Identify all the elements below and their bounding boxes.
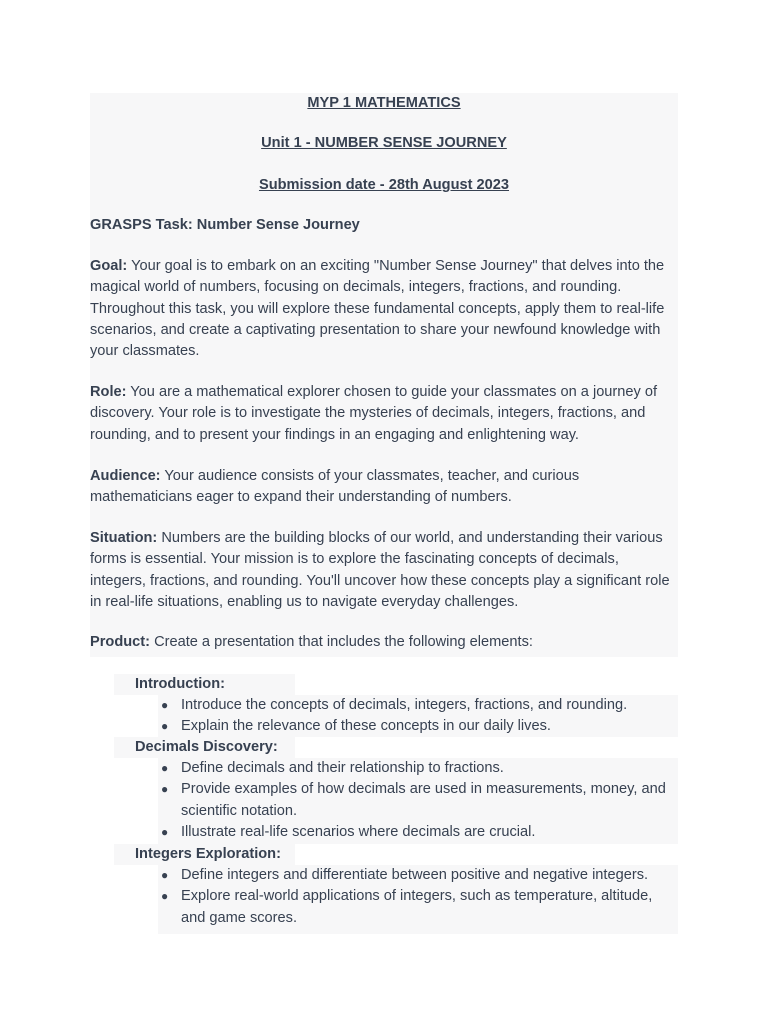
list-item-text: Explore real-world applications of integers, such as temperature, altitude, and game scores. (181, 888, 653, 926)
decimals-list (158, 758, 678, 844)
list-heading-integers: Integers Exploration: (114, 844, 295, 865)
list-item-text: Define integers and differentiate between positive and negative integers. (181, 867, 649, 883)
bullet-icon: ● (161, 698, 169, 712)
course-title: MYP 1 MATHEMATICS (307, 95, 461, 111)
submission-date: Submission date - 28th August 2023 (258, 177, 510, 193)
goal-text: Your goal is to embark on an exciting "Number Sense Journey" that delves into the magical world of numbers, focusing on decimals, integers, fractions, and rounding. Throughout this task, you will explore these fundamental concepts, apply them to real-life scenarios, and create a captivating presentation to share your newfound knowledge with your classmates. (90, 258, 665, 360)
list-item (158, 865, 678, 886)
audience-text: Your audience consists of your classmates, teacher, and curious mathematicians eager to expand their understanding of numbers. (90, 468, 580, 506)
bullet-icon: ● (161, 824, 169, 839)
integers-list (158, 865, 678, 934)
main-text-block (90, 93, 678, 657)
list-item (158, 758, 678, 779)
bullet-icon: ● (161, 868, 169, 882)
introduction-list (158, 695, 678, 737)
role-text: You are a mathematical explorer chosen to guide your classmates on a journey of discovery. Your role is to investigate the mysteries of decimals, integers, fractions, and rounding, and to present your findings in an engaging and enlightening way. (90, 384, 658, 443)
bullet-icon: ● (161, 719, 169, 734)
product-text: Create a presentation that includes the following elements: (154, 634, 533, 650)
list-item-text: Illustrate real-life scenarios where decimals are crucial. (181, 823, 536, 840)
list-item (158, 886, 678, 929)
product-paragraph (90, 632, 678, 653)
audience-label: Audience: (90, 468, 161, 484)
list-item-text: Provide examples of how decimals are used in measurements, money, and scientific notation. (181, 781, 666, 819)
goal-paragraph (90, 256, 678, 362)
bullet-icon: ● (161, 782, 169, 797)
bullet-icon: ● (161, 761, 169, 775)
goal-label: Goal: (90, 258, 128, 274)
audience-paragraph (90, 466, 678, 509)
list-item-text: Introduce the concepts of decimals, integers, fractions, and rounding. (181, 697, 628, 713)
list-item (158, 695, 678, 716)
list-item (158, 822, 678, 843)
situation-label: Situation: (90, 530, 158, 546)
list-heading-introduction: Introduction: (114, 674, 295, 695)
list-heading-decimals: Decimals Discovery: (114, 737, 295, 758)
role-paragraph (90, 382, 678, 446)
list-item (158, 779, 678, 822)
list-item-text: Explain the relevance of these concepts in our daily lives. (181, 718, 551, 735)
task-title: GRASPS Task: Number Sense Journey (90, 217, 360, 233)
bullet-icon: ● (161, 889, 169, 904)
unit-title: Unit 1 - NUMBER SENSE JOURNEY (261, 135, 507, 151)
list-item (158, 716, 678, 737)
situation-paragraph (90, 528, 678, 613)
situation-text: Numbers are the building blocks of our world, and understanding their various forms is essential. Your mission is to explore the fascinating concepts of decimals, integers, fractions, and rounding. You'll uncover how these concepts play a significant role in real-life situations, enabling us to navigate everyday challenges. (90, 530, 670, 610)
product-label: Product: (90, 634, 150, 650)
role-label: Role: (90, 384, 127, 400)
list-item-text: Define decimals and their relationship to fractions. (181, 760, 504, 776)
